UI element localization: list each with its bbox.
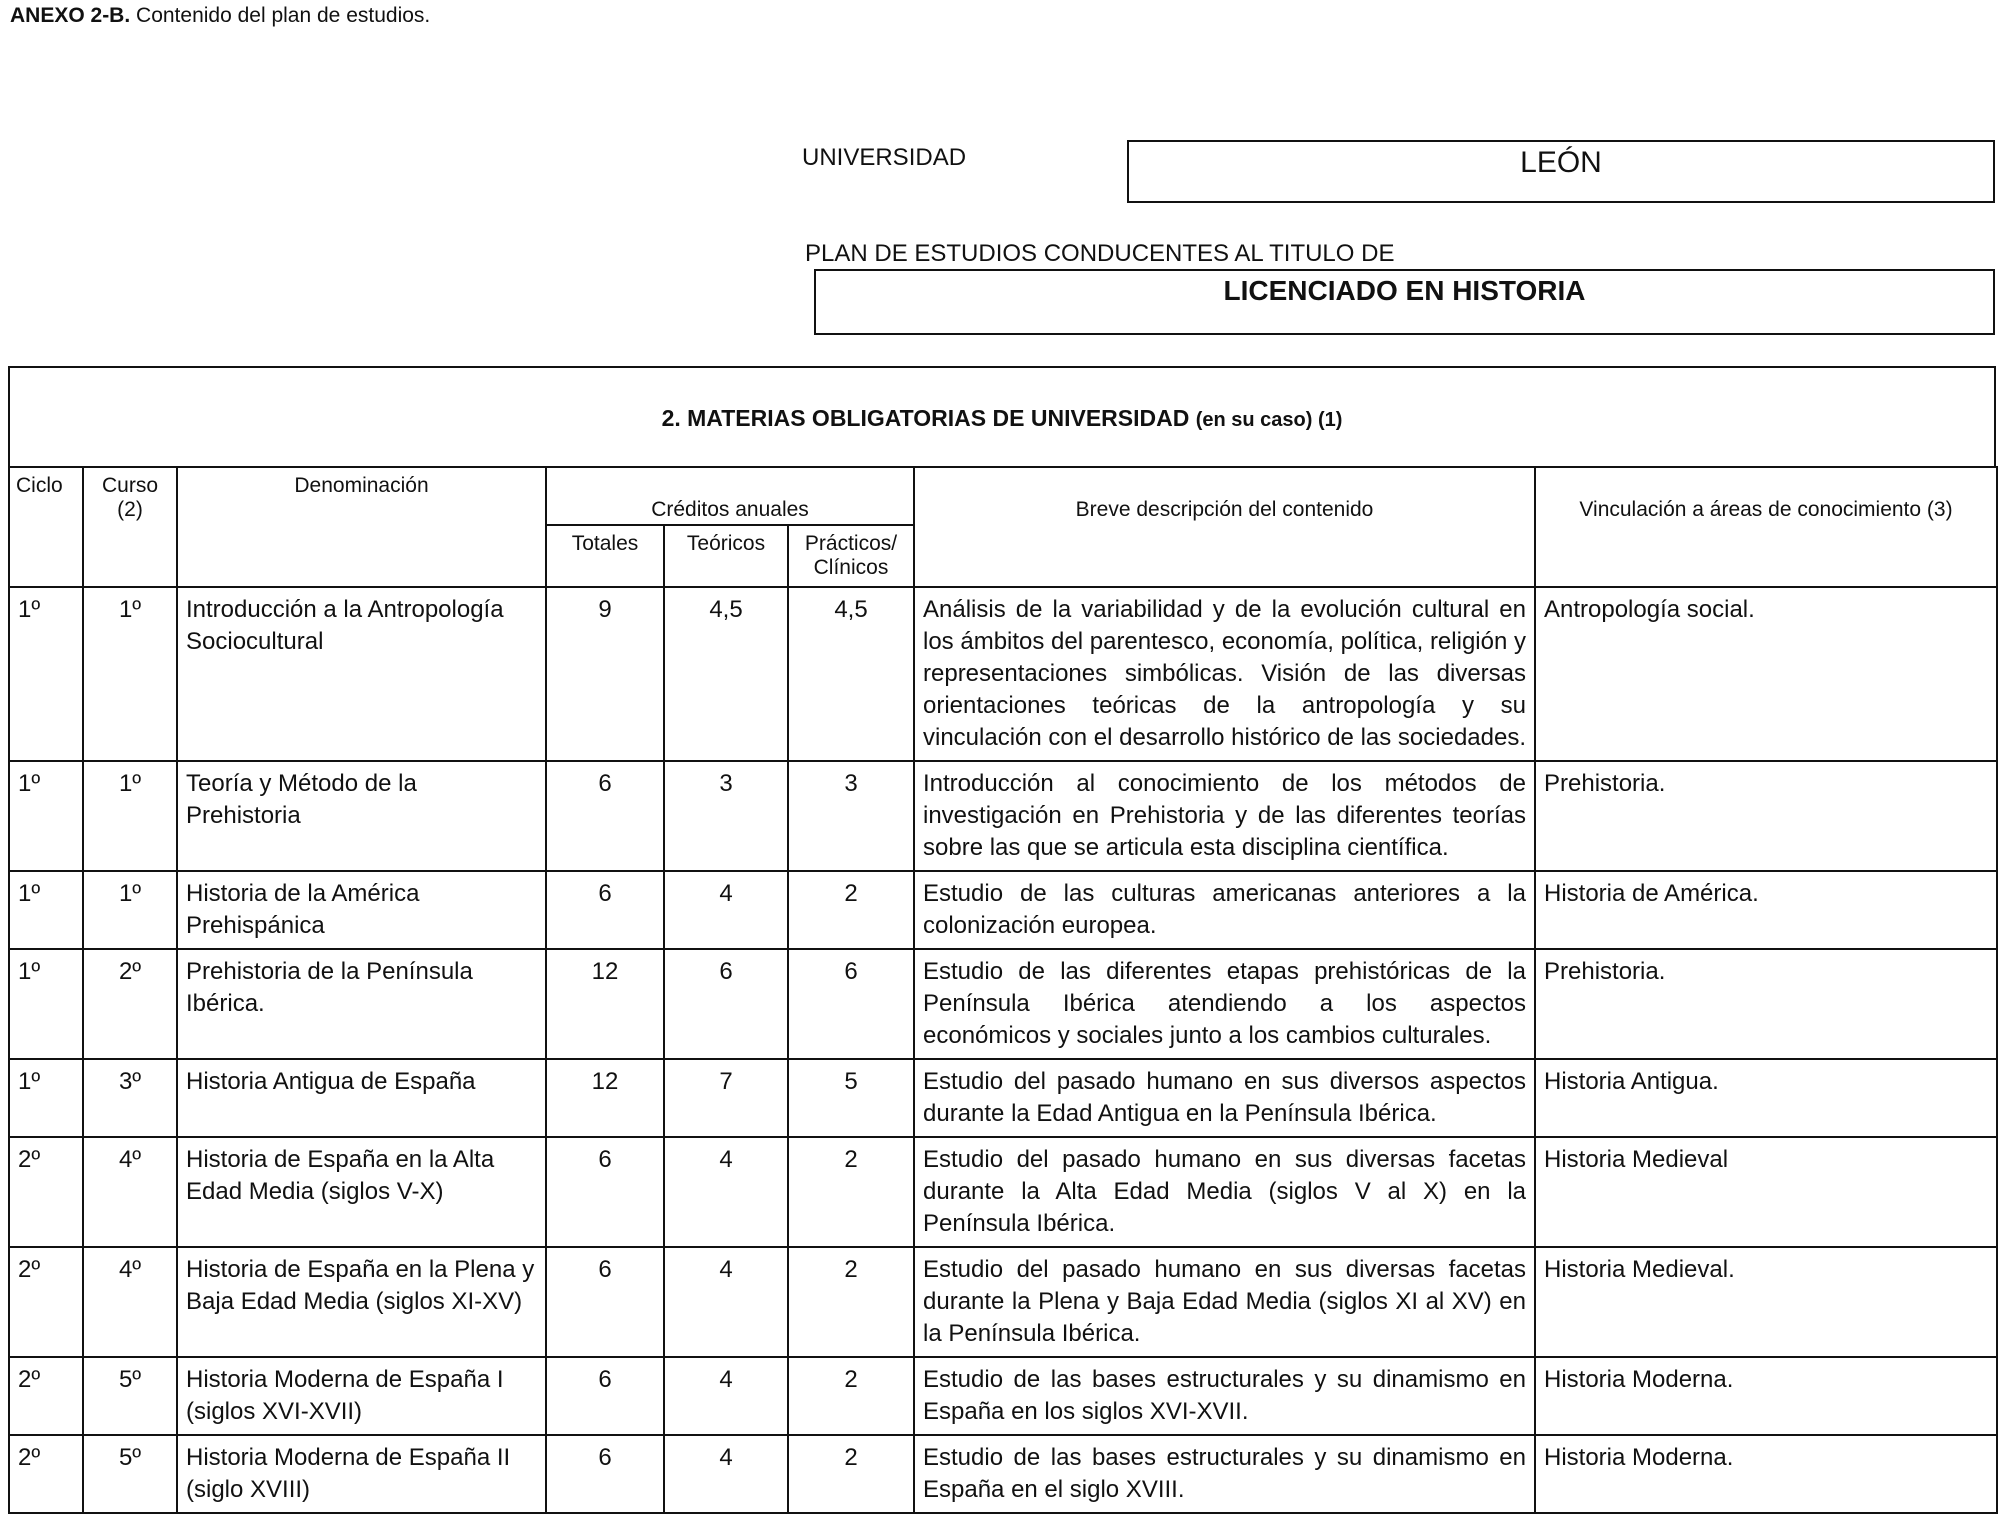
cell-vinculacion: Antropología social. <box>1535 587 1997 761</box>
cell-denominacion: Historia de España en la Plena y Baja Edad Media (siglos XI-XV) <box>177 1247 546 1357</box>
cell-curso: 5º <box>83 1357 177 1435</box>
cell-ciclo: 2º <box>9 1247 83 1357</box>
cell-totales: 6 <box>546 1357 664 1435</box>
header-denominacion: Denominación <box>177 467 546 587</box>
cell-totales: 9 <box>546 587 664 761</box>
university-label: UNIVERSIDAD <box>802 144 967 171</box>
cell-vinculacion: Historia de América. <box>1535 871 1997 949</box>
cell-vinculacion: Historia Moderna. <box>1535 1435 1997 1513</box>
cell-curso: 3º <box>83 1059 177 1137</box>
table-row <box>9 1059 1997 1137</box>
cell-ciclo: 2º <box>9 1137 83 1247</box>
cell-curso: 1º <box>83 761 177 871</box>
cell-descripcion: Estudio del pasado humano en sus diversas facetas durante la Plena y Baja Edad Media (siglos XI al XV) en la Península Ibérica. <box>914 1247 1535 1357</box>
cell-teoricos: 4 <box>664 1357 788 1435</box>
cell-descripcion: Estudio del pasado humano en sus diversas facetas durante la Alta Edad Media (siglos V al X) en la Península Ibérica. <box>914 1137 1535 1247</box>
cell-practicos: 5 <box>788 1059 914 1137</box>
cell-ciclo: 1º <box>9 871 83 949</box>
cell-descripcion: Introducción al conocimiento de los métodos de investigación en Prehistoria y de las diferentes teorías sobre las que se articula esta disciplina científica. <box>914 761 1535 871</box>
header-curso-text: Curso <box>101 474 159 497</box>
cell-totales: 6 <box>546 1137 664 1247</box>
section-title-note: (en su caso) (1) <box>1195 409 1343 431</box>
cell-practicos: 6 <box>788 949 914 1059</box>
cell-vinculacion: Historia Moderna. <box>1535 1357 1997 1435</box>
cell-descripcion: Análisis de la variabilidad y de la evolución cultural en los ámbitos del parentesco, economía, política, religión y representaciones simbólicas. Visión de las diversas orientaciones teóricas de la antropología y su vinculación con el desarrollo histórico de las sociedades. <box>914 587 1535 761</box>
header-descripcion: Breve descripción del contenido <box>914 467 1535 587</box>
cell-teoricos: 7 <box>664 1059 788 1137</box>
section-title <box>8 366 1996 466</box>
header-ciclo-text: Ciclo <box>16 474 63 497</box>
table-row <box>9 1435 1997 1513</box>
header-practicos: Prácticos/ Clínicos <box>788 525 914 587</box>
cell-denominacion: Introducción a la Antropología Sociocultural <box>177 587 546 761</box>
section-title-text: 2. MATERIAS OBLIGATORIAS DE UNIVERSIDAD <box>661 405 1190 431</box>
cell-curso: 1º <box>83 871 177 949</box>
cell-curso: 4º <box>83 1247 177 1357</box>
cell-denominacion: Historia de la América Prehispánica <box>177 871 546 949</box>
annex-title: Contenido del plan de estudios. <box>136 4 431 27</box>
cell-totales: 12 <box>546 1059 664 1137</box>
cell-vinculacion: Prehistoria. <box>1535 761 1997 871</box>
annex-label: ANEXO 2-B. <box>10 4 131 27</box>
cell-denominacion: Teoría y Método de la Prehistoria <box>177 761 546 871</box>
table-row <box>9 1357 1997 1435</box>
cell-vinculacion: Historia Medieval. <box>1535 1247 1997 1357</box>
header-totales: Totales <box>546 525 664 587</box>
table-row <box>9 949 1997 1059</box>
cell-ciclo: 2º <box>9 1435 83 1513</box>
cell-curso: 2º <box>83 949 177 1059</box>
cell-denominacion: Historia Moderna de España I (siglos XVI-XVII) <box>177 1357 546 1435</box>
cell-teoricos: 3 <box>664 761 788 871</box>
cell-descripcion: Estudio de las culturas americanas anteriores a la colonización europea. <box>914 871 1535 949</box>
table-row <box>9 761 1997 871</box>
header-creditos: Créditos anuales <box>546 467 914 525</box>
cell-practicos: 2 <box>788 1435 914 1513</box>
cell-vinculacion: Historia Antigua. <box>1535 1059 1997 1137</box>
cell-totales: 6 <box>546 871 664 949</box>
cell-teoricos: 4 <box>664 1137 788 1247</box>
cell-descripcion: Estudio de las bases estructurales y su dinamismo en España en el siglo XVIII. <box>914 1435 1535 1513</box>
header-vinculacion: Vinculación a áreas de conocimiento (3) <box>1535 467 1997 587</box>
cell-totales: 12 <box>546 949 664 1059</box>
cell-teoricos: 4 <box>664 1247 788 1357</box>
cell-descripcion: Estudio del pasado humano en sus diversos aspectos durante la Edad Antigua en la Península Ibérica. <box>914 1059 1535 1137</box>
cell-vinculacion: Prehistoria. <box>1535 949 1997 1059</box>
plan-label: PLAN DE ESTUDIOS CONDUCENTES AL TITULO DE <box>805 240 1395 267</box>
cell-denominacion: Historia Antigua de España <box>177 1059 546 1137</box>
cell-denominacion: Historia Moderna de España II (siglo XVIII) <box>177 1435 546 1513</box>
cell-denominacion: Historia de España en la Alta Edad Media (siglos V-X) <box>177 1137 546 1247</box>
cell-teoricos: 4 <box>664 1435 788 1513</box>
university-name-box: LEÓN <box>1127 140 1995 203</box>
cell-practicos: 2 <box>788 871 914 949</box>
cell-ciclo: 1º <box>9 1059 83 1137</box>
cell-teoricos: 4,5 <box>664 587 788 761</box>
cell-practicos: 3 <box>788 761 914 871</box>
table-row <box>9 1137 1997 1247</box>
table-row <box>9 587 1997 761</box>
cell-curso: 5º <box>83 1435 177 1513</box>
cell-practicos: 2 <box>788 1247 914 1357</box>
annex-heading <box>10 4 430 28</box>
cell-descripcion: Estudio de las diferentes etapas prehistóricas de la Península Ibérica atendiendo a los aspectos económicos y sociales junto a los cambios culturales. <box>914 949 1535 1059</box>
cell-practicos: 2 <box>788 1137 914 1247</box>
cell-ciclo: 1º <box>9 587 83 761</box>
table-row <box>9 871 1997 949</box>
cell-curso: 4º <box>83 1137 177 1247</box>
cell-ciclo: 1º <box>9 949 83 1059</box>
header-ciclo <box>9 467 83 587</box>
subjects-table <box>8 466 1998 1514</box>
degree-title-box: LICENCIADO EN HISTORIA <box>814 269 1995 335</box>
cell-ciclo: 1º <box>9 761 83 871</box>
header-curso-note: (2) <box>117 498 143 521</box>
cell-totales: 6 <box>546 1435 664 1513</box>
table-row <box>9 1247 1997 1357</box>
cell-descripcion: Estudio de las bases estructurales y su dinamismo en España en los siglos XVI-XVII. <box>914 1357 1535 1435</box>
cell-vinculacion: Historia Medieval <box>1535 1137 1997 1247</box>
cell-teoricos: 4 <box>664 871 788 949</box>
cell-denominacion: Prehistoria de la Península Ibérica. <box>177 949 546 1059</box>
cell-teoricos: 6 <box>664 949 788 1059</box>
cell-totales: 6 <box>546 761 664 871</box>
cell-practicos: 2 <box>788 1357 914 1435</box>
header-curso <box>83 467 177 587</box>
cell-practicos: 4,5 <box>788 587 914 761</box>
cell-curso: 1º <box>83 587 177 761</box>
header-teoricos: Teóricos <box>664 525 788 587</box>
cell-ciclo: 2º <box>9 1357 83 1435</box>
cell-totales: 6 <box>546 1247 664 1357</box>
